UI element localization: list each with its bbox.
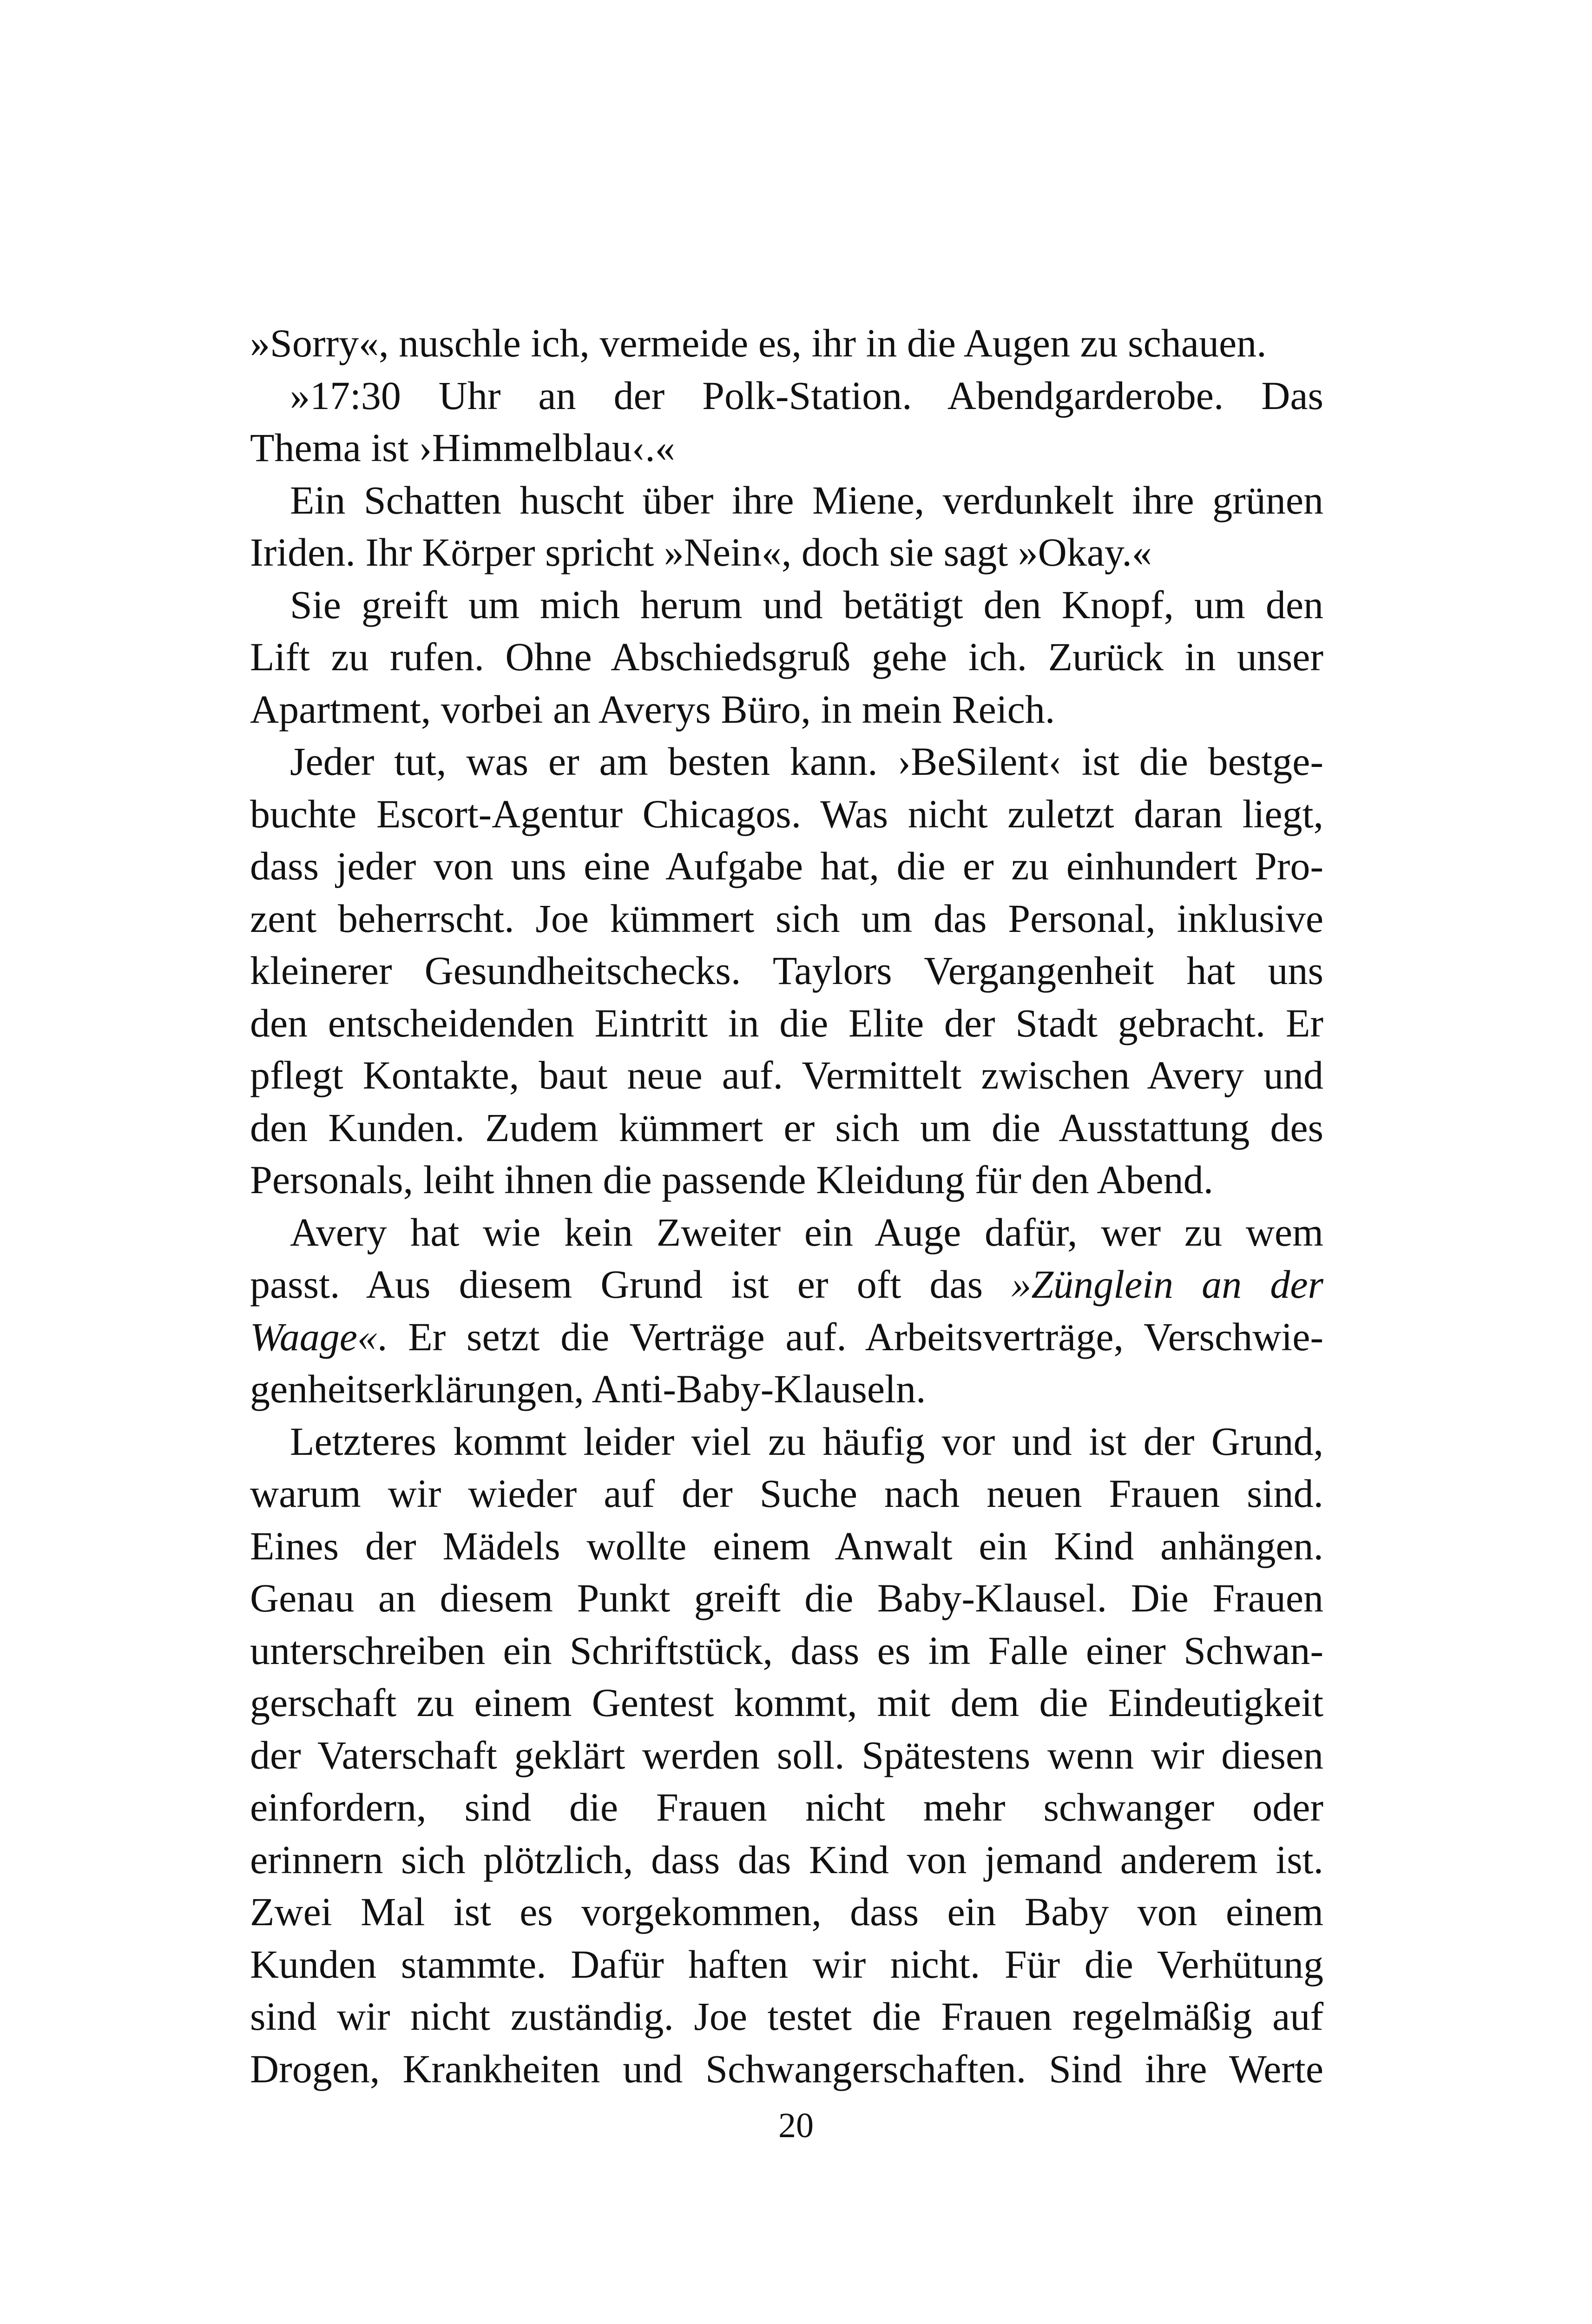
text-line: dass jeder von uns eine Aufgabe hat, die er zu einhundert Pro- — [250, 844, 1323, 888]
text-line: Ein Schatten huscht über ihre Miene, verdunkelt ihre grünen — [290, 477, 1323, 522]
text-line: Letzteres kommt leider viel zu häufig vor und ist der Grund, — [290, 1419, 1323, 1464]
body-text — [250, 317, 1323, 2095]
text-line: den entscheidenden Eintritt in die Elite der Stadt gebracht. Er — [250, 1000, 1323, 1045]
text-line: der Vaterschaft geklärt werden soll. Spätestens wenn wir diesen — [250, 1732, 1323, 1777]
text-line: zent beherrscht. Joe kümmert sich um das Personal, inklusive — [250, 896, 1323, 941]
text-line: Sie greift um mich herum und betätigt den Knopf, um den — [290, 582, 1323, 627]
text-line: »Sorry«, nuschle ich, vermeide es, ihr in die Augen zu schauen. — [250, 321, 1267, 365]
italic-phrase: Waage« — [250, 1314, 377, 1359]
italic-phrase: »Zünglein an der — [1011, 1262, 1323, 1307]
text-line: sind wir nicht zuständig. Joe testet die Frauen regelmäßig auf — [250, 1994, 1323, 2039]
text-line: Apartment, vorbei an Averys Büro, in mein Reich. — [250, 687, 1055, 732]
text-line: Genau an diesem Punkt greift die Baby-Klausel. Die Frauen — [250, 1576, 1323, 1620]
text-line: den Kunden. Zudem kümmert er sich um die Ausstattung des — [250, 1105, 1323, 1150]
text-line: Personals, leiht ihnen die passende Kleidung für den Abend. — [250, 1157, 1214, 1202]
text-line: Drogen, Krankheiten und Schwangerschaften. Sind ihre Werte — [250, 2046, 1323, 2091]
text-line: »17:30 Uhr an der Polk-Station. Abendgarderobe. Das — [290, 373, 1323, 418]
text-line: Eines der Mädels wollte einem Anwalt ein Kind anhängen. — [250, 1523, 1323, 1568]
text-line: kleinerer Gesundheitschecks. Taylors Vergangenheit hat uns — [250, 948, 1323, 993]
text-line: Iriden. Ihr Körper spricht »Nein«, doch sie sagt »Okay.« — [250, 530, 1152, 574]
page-number: 20 — [778, 2106, 814, 2145]
text-line: genheitserklärungen, Anti-Baby-Klauseln. — [250, 1367, 926, 1411]
text-line: pflegt Kontakte, baut neue auf. Vermittelt zwischen Avery und — [250, 1053, 1323, 1097]
text-line: Lift zu rufen. Ohne Abschiedsgruß gehe ich. Zurück in unser — [250, 634, 1323, 679]
text-line: warum wir wieder auf der Suche nach neuen Frauen sind. — [250, 1471, 1323, 1516]
text-line: unterschreiben ein Schriftstück, dass es im Falle einer Schwan- — [250, 1628, 1323, 1673]
text-line: Zwei Mal ist es vorgekommen, dass ein Baby von einem — [250, 1889, 1323, 1934]
text-line: buchte Escort-Agentur Chicagos. Was nicht zuletzt daran liegt, — [250, 791, 1323, 836]
text-line: einfordern, sind die Frauen nicht mehr schwanger oder — [250, 1785, 1323, 1829]
text-line: Jeder tut, was er am besten kann. ›BeSilent‹ ist die bestge- — [290, 739, 1323, 784]
text-line: erinnern sich plötzlich, dass das Kind von jemand anderem ist. — [250, 1837, 1323, 1882]
text-line: Thema ist ›Himmelblau‹.« — [250, 425, 675, 470]
text-line-with-italic: Waage«. Er setzt die Verträge auf. Arbeitsverträge, Verschwie- — [250, 1314, 1323, 1359]
text-line: Kunden stammte. Dafür haften wir nicht. Für die Verhütung — [250, 1941, 1323, 1987]
text-line: gerschaft zu einem Gentest kommt, mit dem die Eindeutigkeit — [250, 1680, 1323, 1725]
text-line-with-italic: passt. Aus diesem Grund ist er oft das »Zünglein an der — [250, 1262, 1323, 1307]
text-line: Avery hat wie kein Zweiter ein Auge dafür, wer zu wem — [290, 1209, 1323, 1254]
